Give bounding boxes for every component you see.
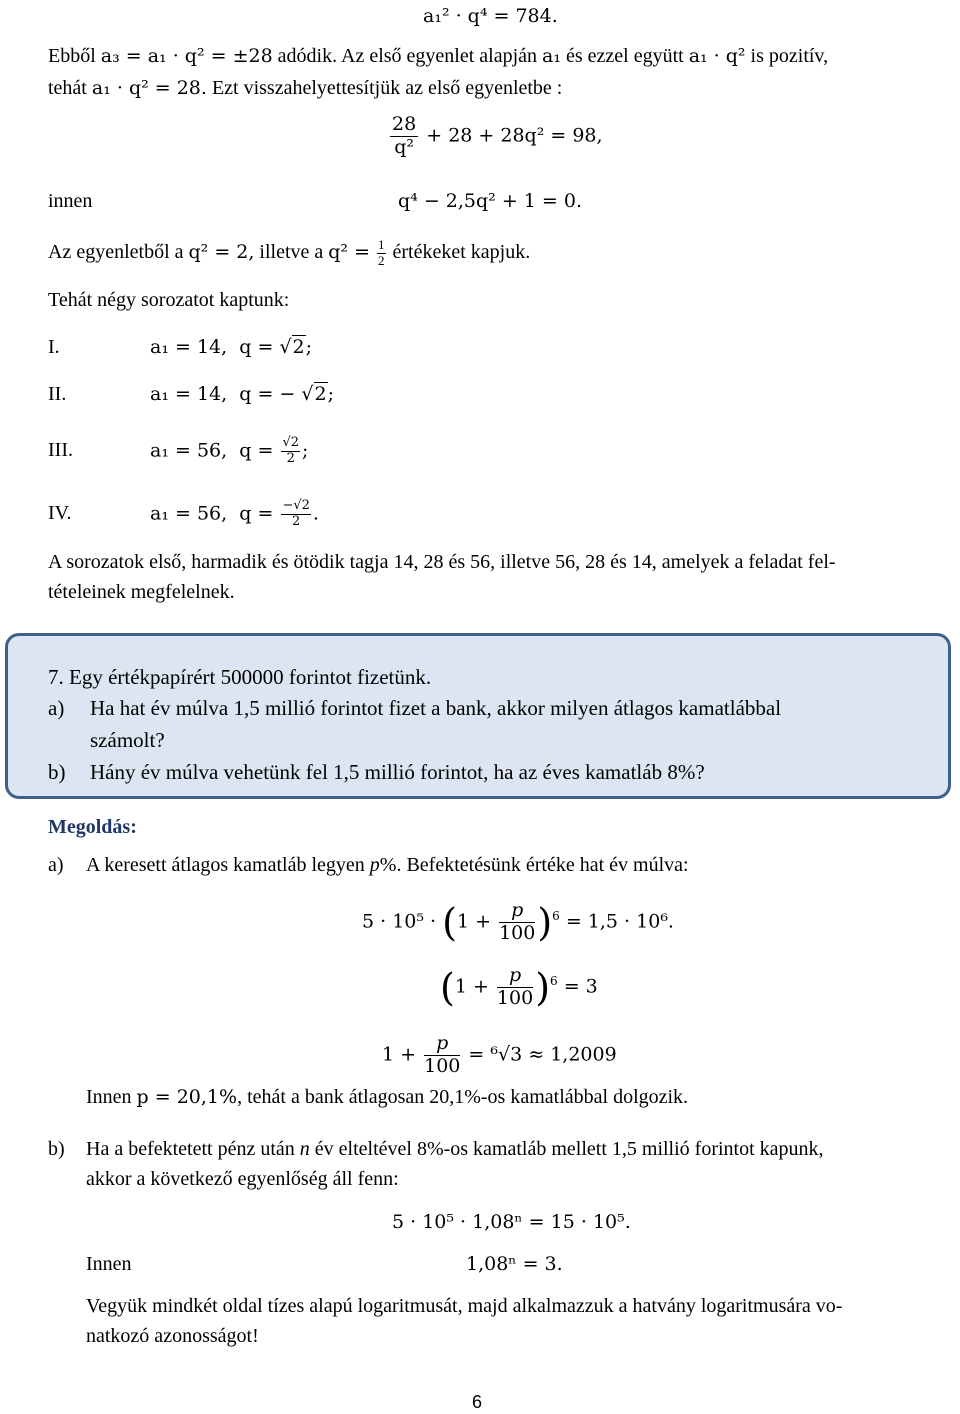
fraction: $\frac{p}{100}$ <box>499 899 536 944</box>
sqrt: √2 <box>279 336 305 358</box>
solution-a-label: a) <box>48 854 64 876</box>
seq-label: I. <box>48 336 60 358</box>
fraction: $\frac{1}{2}$ <box>378 237 385 268</box>
text: tehát <box>48 77 87 99</box>
solution-a-text: A keresett átlagos kamatláb legyen p%. Befektetésünk értéke hat év múlva: <box>86 854 689 876</box>
text: Ezt visszahelyettesítjük az első egyenletbe : <box>211 77 563 99</box>
task-b-text: Hány év múlva vehetünk fel 1,5 millió forintot, ha az éves kamatláb 8%? <box>90 760 705 784</box>
innen-label: Innen <box>86 1253 132 1275</box>
equation-b1: 5 · 10⁵ · 1,08ⁿ = 15 · 10⁵. <box>392 1211 631 1233</box>
fraction: $\frac{√2}{2}$ <box>282 435 299 466</box>
seq-label: III. <box>48 439 73 461</box>
solution-b-text: natkozó azonosságot! <box>86 1325 259 1347</box>
task-title: 7. Egy értékpapírért 500000 forintot fizetünk. <box>48 665 432 689</box>
text: és ezzel együtt <box>565 45 684 67</box>
innen-label: innen <box>48 190 93 212</box>
seq-eq: a₁ = 56, q = $\frac{√2}{2}$ ; <box>150 435 309 466</box>
seq-eq: a₁ = 56, q = $\frac{-√2}{2}$ . <box>150 498 319 529</box>
task-a-label: a) <box>48 696 65 720</box>
text-line: Tehát négy sorozatot kaptunk: <box>48 289 290 311</box>
solution-b-label: b) <box>48 1138 65 1160</box>
equation: a₁ · q² <box>688 45 746 67</box>
solution-b-text: Vegyük mindkét oldal tízes alapú logaritmusát, majd alkalmazzuk a hatvány logaritmusára vo- <box>86 1295 843 1317</box>
seq-label: IV. <box>48 502 72 524</box>
solution-heading: Megoldás: <box>48 816 137 838</box>
fraction: $\frac{p}{100}$ <box>496 964 534 1009</box>
fraction: $\frac{p}{100}$ <box>424 1032 461 1077</box>
task-a-text: Ha hat év múlva 1,5 millió forintot fizet a bank, akkor milyen átlagos kamatlábbal <box>90 696 782 720</box>
text: Ebből <box>48 45 96 67</box>
solution-b-text: Ha a befektetett pénz után n év elteltével 8%-os kamatláb mellett 1,5 millió forintot kapunk, <box>86 1138 824 1160</box>
seq-label: II. <box>48 383 67 405</box>
equation: a₃ = a₁ · q² = ±28 <box>100 45 273 67</box>
seq-eq: a₁ = 14, q = √2; <box>150 336 313 358</box>
equation-quartic: q⁴ − 2,5q² + 1 = 0. <box>398 190 582 212</box>
task-b-label: b) <box>48 760 66 784</box>
equation-growth-factor: (1 + $\frac{p}{100}$ )$^6$ = 3 <box>440 964 598 1010</box>
solution-a-result: Innen p = 20,1%, tehát a bank átlagosan 20,1%-os kamatlábbal dolgozik. <box>86 1086 689 1108</box>
text-line <box>48 44 828 68</box>
equation-growth: 5 · 10⁵ · (1 + $\frac{p}{100}$ )$^6$ = 1,5 · 10⁶. <box>362 899 674 945</box>
text: is pozitív, <box>750 45 829 67</box>
equation: a₁ <box>542 45 561 67</box>
sqrt: √2 <box>301 383 327 405</box>
fraction: $\frac{28}{\text{q²}}$ <box>392 113 417 158</box>
fraction: $\frac{-√2}{2}$ <box>282 498 310 529</box>
equation: a₁ · q² = 28. <box>91 77 207 99</box>
equation-top: a₁² · q⁴ = 784. <box>423 5 558 27</box>
text-line: Az egyenletből a q² = 2, illetve a q² = $\frac{1}{2}$ értékeket kapjuk. <box>48 237 531 268</box>
seq-eq: a₁ = 14, q = − √2; <box>150 383 335 405</box>
text-line <box>48 76 562 100</box>
equation-root: 1 + $\frac{p}{100}$ = ⁶√3 ≈ 1,2009 <box>382 1032 617 1077</box>
task-a-text: számolt? <box>90 728 165 752</box>
paragraph-line: tételeinek megfelelnek. <box>48 581 235 603</box>
equation-b2: 1,08ⁿ = 3. <box>466 1253 563 1275</box>
text: adódik. Az első egyenlet alapján <box>277 45 538 67</box>
paragraph-line: A sorozatok első, harmadik és ötödik tagja 14, 28 és 56, illetve 56, 28 és 14, amelyek a feladat fel- <box>48 551 836 573</box>
equation-substituted: $\frac{28}{\text{q²}}$ + 28 + 28q² = 98, <box>392 113 603 158</box>
solution-b-text: akkor a következő egyenlőség áll fenn: <box>86 1168 399 1190</box>
page-number: 6 <box>472 1392 483 1412</box>
